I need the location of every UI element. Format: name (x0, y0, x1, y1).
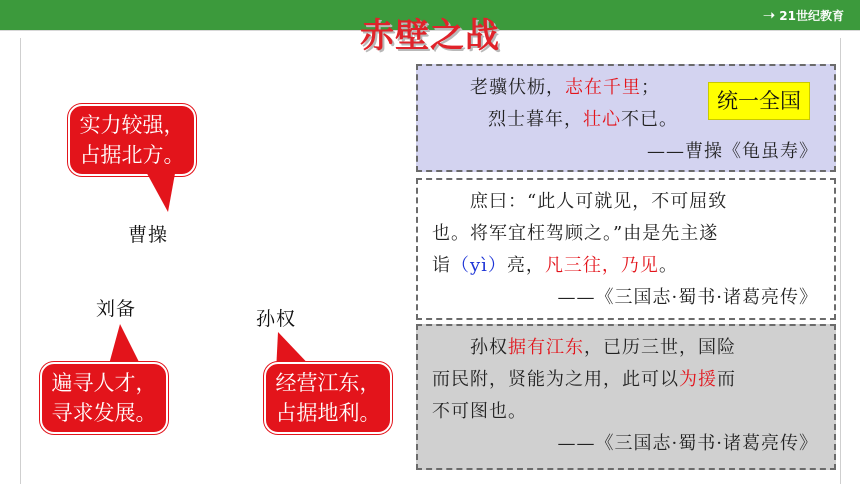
quote3-line2-end: 而 (717, 369, 736, 390)
frame-right-line (840, 38, 841, 484)
caocao-bubble-line1: 实力较强， (79, 113, 185, 137)
quote-box-sunquan (416, 324, 836, 470)
liubei-speech-bubble (40, 362, 168, 434)
quote2-line3-mid: 亮， (506, 255, 545, 276)
quote1-highlight-spirit: 壮心 (583, 109, 621, 130)
sunquan-bubble-line2: 占据地利。 (275, 401, 381, 425)
quote2-line3 (432, 250, 822, 282)
quote1-line1-text: 老骥伏枥， (470, 77, 565, 98)
quote3-source: ——《三国志·蜀书·诸葛亮传》 (557, 433, 818, 454)
quote-box-liubei (416, 178, 836, 320)
quote2-line2: 也。将军宜枉驾顾之。”由是先主遂 (432, 223, 719, 244)
liubei-bubble-line1: 遍寻人才， (51, 371, 157, 395)
goal-badge: 统一全国 (708, 82, 810, 120)
quote2-line1: 庶曰：“此人可就见，不可屈致 (470, 191, 728, 212)
quote3-highlight-ally: 为援 (679, 369, 717, 390)
quote3-highlight-jiangdong: 据有江东 (508, 337, 584, 358)
sunquan-name: 孙权 (256, 308, 297, 330)
quote2-pinyin: （yì） (451, 255, 507, 276)
frame-left-line (20, 38, 21, 484)
caocao-bubble-line2: 占据北方。 (79, 143, 185, 167)
brand-logo (763, 5, 844, 25)
liubei-bubble-line2: 寻求发展。 (51, 401, 157, 425)
caocao-bubble-tail (140, 166, 180, 214)
quote3-line2-text: 而民附，贤能为之用，此可以 (432, 369, 679, 390)
quote1-line1-punct: ； (641, 77, 660, 98)
quote1-line2-end: 不已。 (621, 109, 678, 130)
sunquan-speech-bubble (264, 362, 392, 434)
liubei-name: 刘备 (96, 298, 137, 320)
quote2-source: ——《三国志·蜀书·诸葛亮传》 (557, 287, 818, 308)
sunquan-bubble-line1: 经营江东， (275, 371, 381, 395)
quote2-line3-start: 诣 (432, 255, 451, 276)
runner-icon: ➝ (762, 6, 776, 24)
quote1-highlight-ambition: 志在千里 (565, 77, 641, 98)
quote3-line3: 不可图也。 (432, 401, 527, 422)
page-title: 赤壁之战 (360, 16, 500, 56)
quote2-highlight-three-visits: 凡三往，乃见 (544, 255, 659, 276)
brand-logo-text: 21世纪教育 (779, 8, 844, 23)
caocao-name: 曹操 (128, 224, 169, 246)
quote1-line2-text: 烈士暮年， (488, 109, 583, 130)
quote3-line1-end: ，已历三世，国险 (584, 337, 736, 358)
quote3-line1-start: 孙权 (470, 337, 508, 358)
quote3-line2 (432, 364, 822, 396)
quote3-line1 (432, 332, 822, 364)
quote2-line3-end: 。 (658, 255, 678, 276)
quote1-source: ——曹操《龟虽寿》 (647, 141, 818, 162)
